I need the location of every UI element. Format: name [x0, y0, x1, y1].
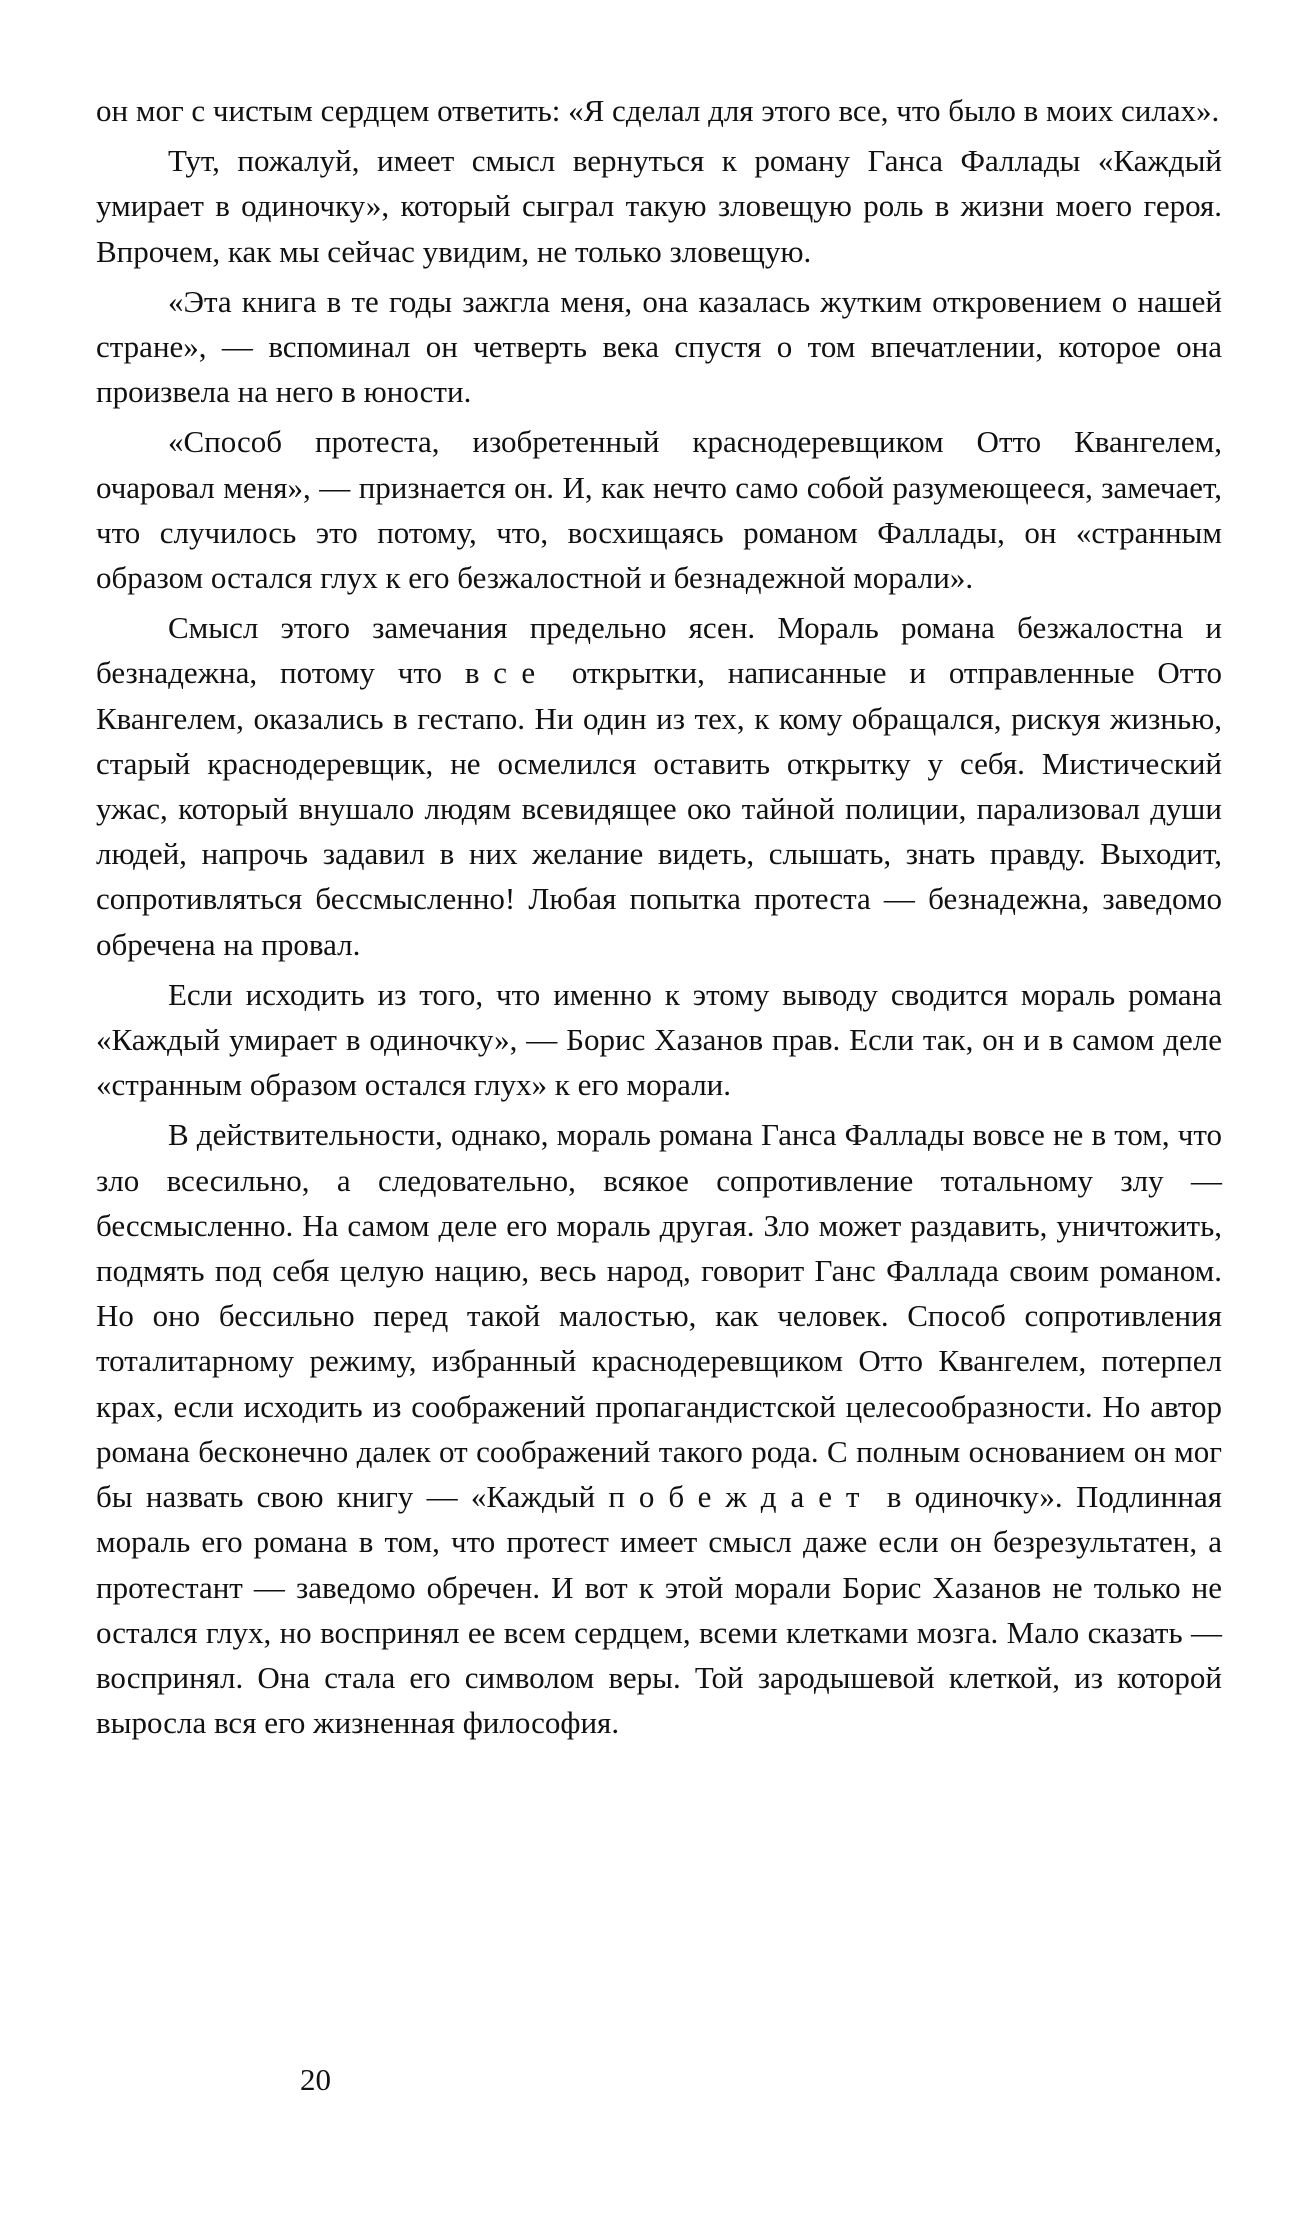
emphasis-spaced-word: все [464, 655, 550, 691]
paragraph-5-text: Смысл этого замечания предельно ясен. Мораль романа безжалостна и безнадежна, потому что [96, 610, 1222, 691]
paragraph-4 [96, 419, 1222, 600]
paragraph-7 [96, 1112, 1222, 1745]
paragraph-7-text-cont: в одиночку». Подлинная мораль его романа в том, что протест имеет смысл даже если он безрезультатен, а протестант — заведомо обречен. И вот к этой морали Борис Хазанов не только не остался глух, но воспринял ее всем сердцем, всеми клетками мозга. Мало сказать — воспринял. Она стала его символом веры. Той зародышевой клеткой, из которой выросла вся его жизненная философия. [96, 1479, 1222, 1741]
paragraph-1-text: он мог с чистым сердцем ответить: «Я сделал для этого все, что было в моих силах». [96, 93, 1220, 128]
body-text [96, 88, 1222, 1750]
paragraph-7-text: В действительности, однако, мораль романа Ганса Фаллады вовсе не в том, что зло всесильно, а следовательно, всякое сопротивление тотальному злу — бессмысленно. На самом деле его мораль другая. Зло может раздавить, уничтожить, подмять под себя целую нацию, весь народ, говорит Ганс Фаллада своим романом. Но оно бессильно перед такой малостью, как человек. Способ сопротивления тоталитарному режиму, избранный краснодеревщиком Отто Квангелем, потерпел крах, если исходить из соображений пропагандистской целесообразности. Но автор романа бесконечно далек от соображений такого рода. С полным основанием он мог бы назвать свою книгу — «Каждый [96, 1117, 1222, 1515]
paragraph-2-text: Тут, пожалуй, имеет смысл вернуться к роману Ганса Фаллады «Каждый умирает в одиночку», который сыграл такую зловещую роль в жизни моего героя. Впрочем, как мы сейчас увидим, не только зловещую. [96, 143, 1222, 269]
paragraph-3 [96, 279, 1222, 415]
paragraph-2 [96, 138, 1222, 274]
page-number: 20 [300, 2062, 331, 2097]
paragraph-3-text: «Эта книга в те годы зажгла меня, она казалась жутким откровением о нашей стране», — вспоминал он четверть века спустя о том впечатлении, которое она произвела на него в юности. [96, 283, 1222, 410]
paragraph-6-text: Если исходить из того, что именно к этому выводу сводится мораль романа «Каждый умирает в одиночку», — Борис Хазанов прав. Если так, он и в самом деле «странным образом остался глух» к его морали. [96, 976, 1222, 1103]
paragraph-5-text-cont: открытки, написанные и отправленные Отто Квангелем, оказались в гестапо. Ни один из тех, к кому обращался, рискуя жизнью, старый краснодеревщик, не осмелился оставить открытку у себя. Мистический ужас, который внушало людям всевидящее око тайной полиции, парализовал души людей, напрочь задавил в них желание видеть, слышать, знать правду. Выходит, сопротивляться бессмысленно! Любая попытка протеста — безнадежна, заведомо обречена на провал. [96, 655, 1222, 962]
paragraph-6 [96, 972, 1222, 1108]
paragraph-1 [96, 88, 1222, 133]
paragraph-5 [96, 605, 1222, 967]
emphasis-spaced-word: побеждает [608, 1479, 874, 1515]
paragraph-4-text: «Способ протеста, изобретенный краснодеревщиком Отто Квангелем, очаровал меня», — признается он. И, как нечто само собой разумеющееся, замечает, что случилось это потому, что, восхищаясь романом Фаллады, он «странным образом остался глух к его безжалостной и безнадежной морали». [96, 424, 1222, 596]
